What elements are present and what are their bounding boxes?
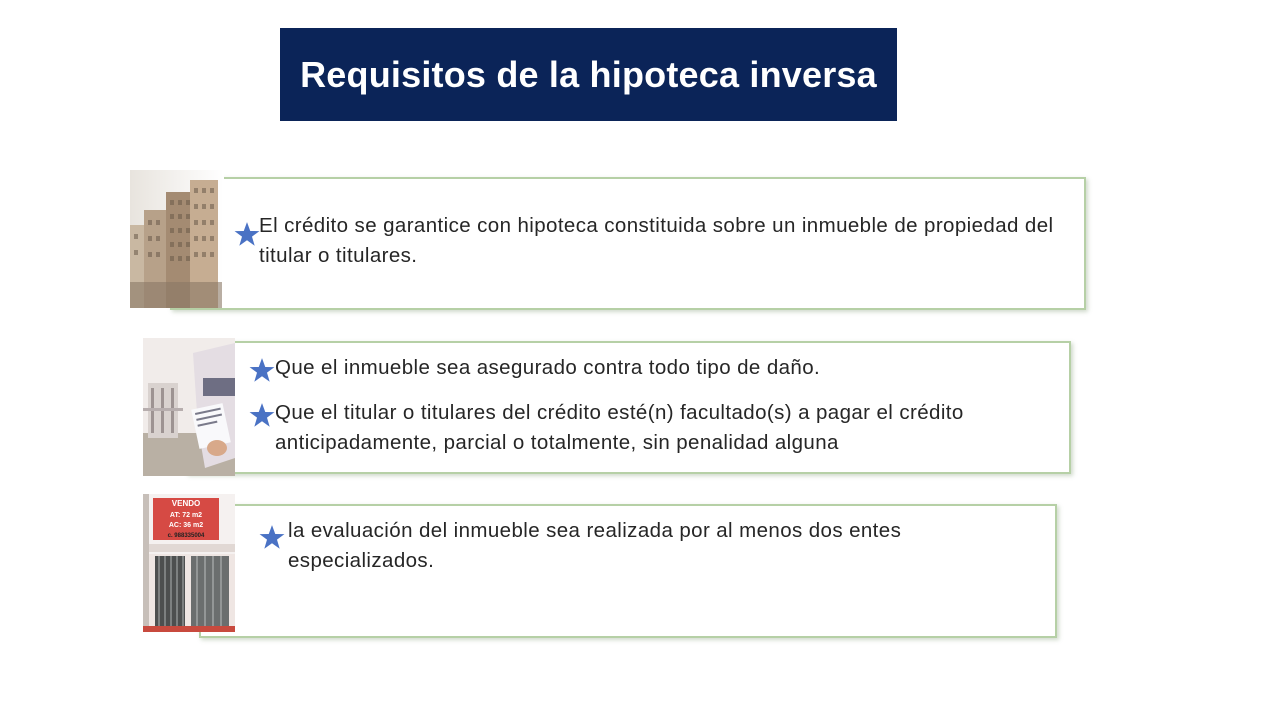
slide-title-banner — [280, 28, 897, 121]
requirement-1-bullet — [259, 211, 1059, 271]
star-bullet-icon — [249, 357, 275, 383]
slide-title: Requisitos de la hipoteca inversa — [300, 53, 877, 95]
requirement-2a-bullet — [275, 353, 1055, 383]
svg-text:VENDO: VENDO — [171, 499, 201, 508]
svg-text:AT: 72 m2: AT: 72 m2 — [169, 512, 203, 519]
star-bullet-icon — [249, 402, 275, 428]
house-for-sale-photo — [143, 494, 235, 632]
star-bullet-icon — [234, 221, 260, 247]
requirement-2b-bullet — [275, 398, 1055, 458]
star-bullet-icon — [259, 524, 285, 550]
svg-text:AC: 36 m2: AC: 36 m2 — [168, 522, 204, 529]
requirement-2a-text: Que el inmueble sea asegurado contra todo tipo de daño. — [275, 356, 821, 379]
svg-text:c. 988335004: c. 988335004 — [167, 533, 205, 539]
requirement-3-bullet — [288, 516, 1048, 576]
apartment-buildings-photo — [130, 170, 224, 308]
requirement-1-text: El crédito se garantice con hipoteca constituida sobre un inmueble de propiedad del titular o titulares. — [259, 214, 1054, 267]
requirement-3-text: la evaluación del inmueble sea realizada por al menos dos entes especializados. — [288, 519, 902, 572]
appraiser-inspection-photo — [143, 338, 235, 476]
requirement-2b-text: Que el titular o titulares del crédito esté(n) facultado(s) a pagar el crédito anticipadamente, parcial o totalmente, sin penalidad alguna — [275, 401, 964, 454]
